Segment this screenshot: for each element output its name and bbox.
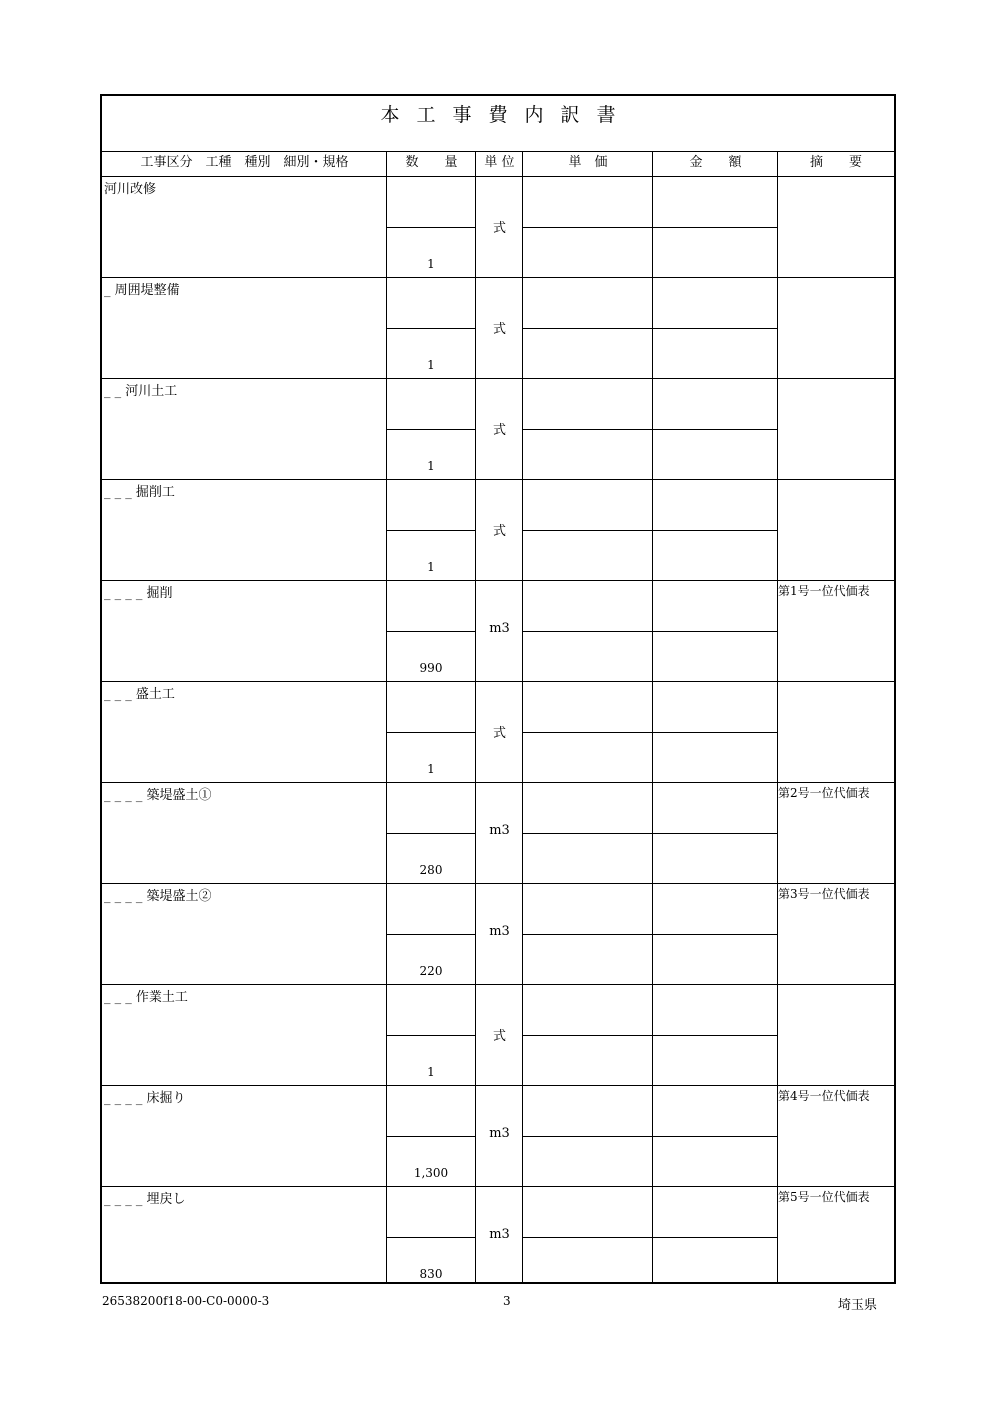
table-row [102, 783, 894, 884]
item-name: _ 周囲堤整備 [104, 283, 180, 298]
item-name: _ _ _ 掘削工 [104, 485, 175, 500]
quantity-value: 1 [427, 257, 435, 271]
price-split-line [523, 227, 777, 228]
item-name: _ _ _ _ 築堤盛土② [104, 889, 212, 904]
header-remarks: 摘 要 [809, 155, 862, 170]
quantity-split-line [387, 328, 475, 329]
price-split-line [523, 631, 777, 632]
table-row [102, 480, 894, 581]
unit-value: 式 [492, 726, 506, 741]
quantity-split-line [387, 1035, 475, 1036]
unit-value: 式 [492, 221, 506, 236]
remark-text: 第2号一位代価表 [778, 786, 870, 800]
price-split-line [523, 1035, 777, 1036]
item-name: _ _ _ _ 床掘り [104, 1091, 186, 1106]
quantity-split-line [387, 934, 475, 935]
unit-value: m3 [489, 621, 510, 636]
document-title [102, 96, 894, 152]
table-row [102, 884, 894, 985]
quantity-value: 1 [427, 1065, 435, 1079]
quantity-split-line [387, 631, 475, 632]
remark-text: 第1号一位代価表 [778, 584, 870, 598]
remark-text: 第5号一位代価表 [778, 1190, 870, 1204]
item-name: _ _ _ 作業土工 [104, 990, 188, 1005]
quantity-value: 1 [427, 560, 435, 574]
table-row [102, 1086, 894, 1187]
table-row [102, 177, 894, 278]
quantity-value: 1 [427, 358, 435, 372]
unit-value: m3 [489, 1126, 510, 1141]
quantity-value: 990 [419, 661, 443, 675]
page-number: 3 [503, 1294, 511, 1308]
unit-value: 式 [492, 423, 506, 438]
unit-value: 式 [492, 1029, 506, 1044]
unit-value: m3 [489, 823, 510, 838]
unit-value: 式 [492, 322, 506, 337]
quantity-split-line [387, 732, 475, 733]
item-name: 河川改修 [104, 182, 157, 197]
table-row [102, 985, 894, 1086]
price-split-line [523, 833, 777, 834]
item-name: _ _ _ _ 掘削 [104, 586, 173, 601]
quantity-value: 280 [419, 863, 443, 877]
price-split-line [523, 328, 777, 329]
table-row [102, 1187, 894, 1288]
item-name: _ _ _ _ 埋戻し [104, 1192, 186, 1207]
quantity-split-line [387, 227, 475, 228]
quantity-value: 1 [427, 762, 435, 776]
header-item: 工事区分 工種 種別 細別・規格 [140, 155, 349, 170]
header-amount: 金 額 [689, 155, 742, 170]
price-split-line [523, 1237, 777, 1238]
table-row [102, 379, 894, 480]
price-split-line [523, 732, 777, 733]
remark-text: 第4号一位代価表 [778, 1089, 870, 1103]
table-row [102, 682, 894, 783]
quantity-split-line [387, 429, 475, 430]
header-unit: 単 位 [484, 155, 515, 170]
quantity-split-line [387, 833, 475, 834]
title-text: 本工事費内訳書 [380, 104, 633, 126]
price-split-line [523, 429, 777, 430]
estimate-sheet [100, 94, 896, 1284]
quantity-split-line [387, 1136, 475, 1137]
header-quantity: 数 量 [405, 155, 458, 170]
unit-value: m3 [489, 1227, 510, 1242]
quantity-value: 220 [419, 964, 443, 978]
header-unit-price: 単 価 [568, 155, 608, 170]
quantity-split-line [387, 1237, 475, 1238]
quantity-split-line [387, 530, 475, 531]
document-id: 26538200f18-00-C0-0000-3 [102, 1294, 270, 1308]
quantity-value: 1 [427, 459, 435, 473]
price-split-line [523, 530, 777, 531]
remark-text: 第3号一位代価表 [778, 887, 870, 901]
table-row [102, 581, 894, 682]
item-name: _ _ 河川土工 [104, 384, 178, 399]
unit-value: 式 [492, 524, 506, 539]
item-name: _ _ _ 盛土工 [104, 687, 175, 702]
price-split-line [523, 934, 777, 935]
table-row [102, 278, 894, 379]
quantity-value: 830 [419, 1267, 443, 1281]
quantity-value: 1,300 [413, 1166, 449, 1180]
item-name: _ _ _ _ 築堤盛土① [104, 788, 212, 803]
issuer: 埼玉県 [838, 1298, 878, 1313]
unit-value: m3 [489, 924, 510, 939]
price-split-line [523, 1136, 777, 1137]
